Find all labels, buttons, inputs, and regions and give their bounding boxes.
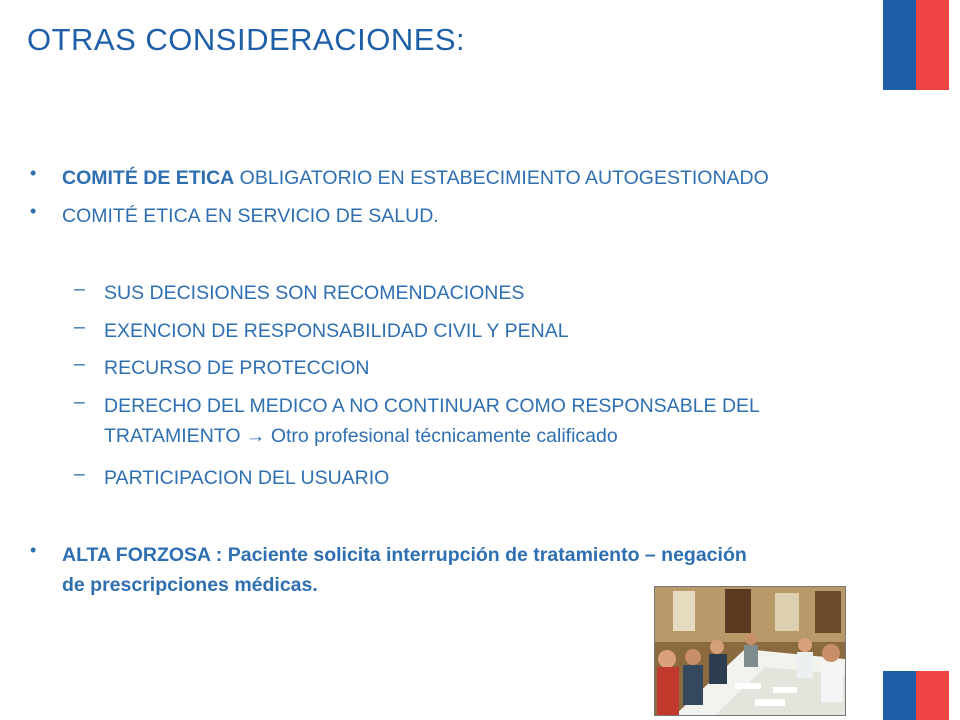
sub-item-line1: DERECHO DEL MEDICO A NO CONTINUAR COMO RESPONSABLE DEL <box>104 395 760 417</box>
sub-item: SUS DECISIONES SON RECOMENDACIONES <box>104 282 525 304</box>
bullet-bold-text: COMITÉ DE ETICA <box>62 167 235 189</box>
sub-item: EXENCION DE RESPONSABILIDAD CIVIL Y PENAL <box>104 320 569 342</box>
dash-marker: – <box>74 391 85 413</box>
sub-item-derecho-medico <box>104 391 864 451</box>
flag-decoration-top <box>883 0 949 90</box>
dash-marker: – <box>74 278 85 300</box>
bullet-marker: • <box>30 163 37 183</box>
dash-marker: – <box>74 463 85 485</box>
bullet-marker: • <box>30 540 37 560</box>
alta-forzosa-line1: ALTA FORZOSA : Paciente solicita interrupción de tratamiento – negación <box>62 544 747 566</box>
arrow-icon: → <box>245 425 266 447</box>
bullet-text: OBLIGATORIO EN ESTABECIMIENTO AUTOGESTIONADO <box>234 167 769 189</box>
flag-decoration-bottom <box>883 671 949 720</box>
dash-marker: – <box>74 353 85 375</box>
alta-forzosa-line2: de prescripciones médicas. <box>62 574 318 596</box>
sub-item-line2-rest: Otro profesional técnicamente calificado <box>265 425 618 447</box>
bullet-alta-forzosa <box>62 540 747 600</box>
sub-item: PARTICIPACION DEL USUARIO <box>104 467 390 489</box>
bullet-marker: • <box>30 201 37 221</box>
sub-item-line2-prefix: TRATAMIENTO <box>104 425 241 447</box>
bullet-comite-servicio: COMITÉ ETICA EN SERVICIO DE SALUD. <box>62 205 439 227</box>
bullet-comite-etica <box>62 163 769 193</box>
sub-item: RECURSO DE PROTECCION <box>104 357 370 379</box>
slide-title: OTRAS CONSIDERACIONES: <box>27 22 466 57</box>
dash-marker: – <box>74 316 85 338</box>
meeting-photo <box>654 586 846 716</box>
